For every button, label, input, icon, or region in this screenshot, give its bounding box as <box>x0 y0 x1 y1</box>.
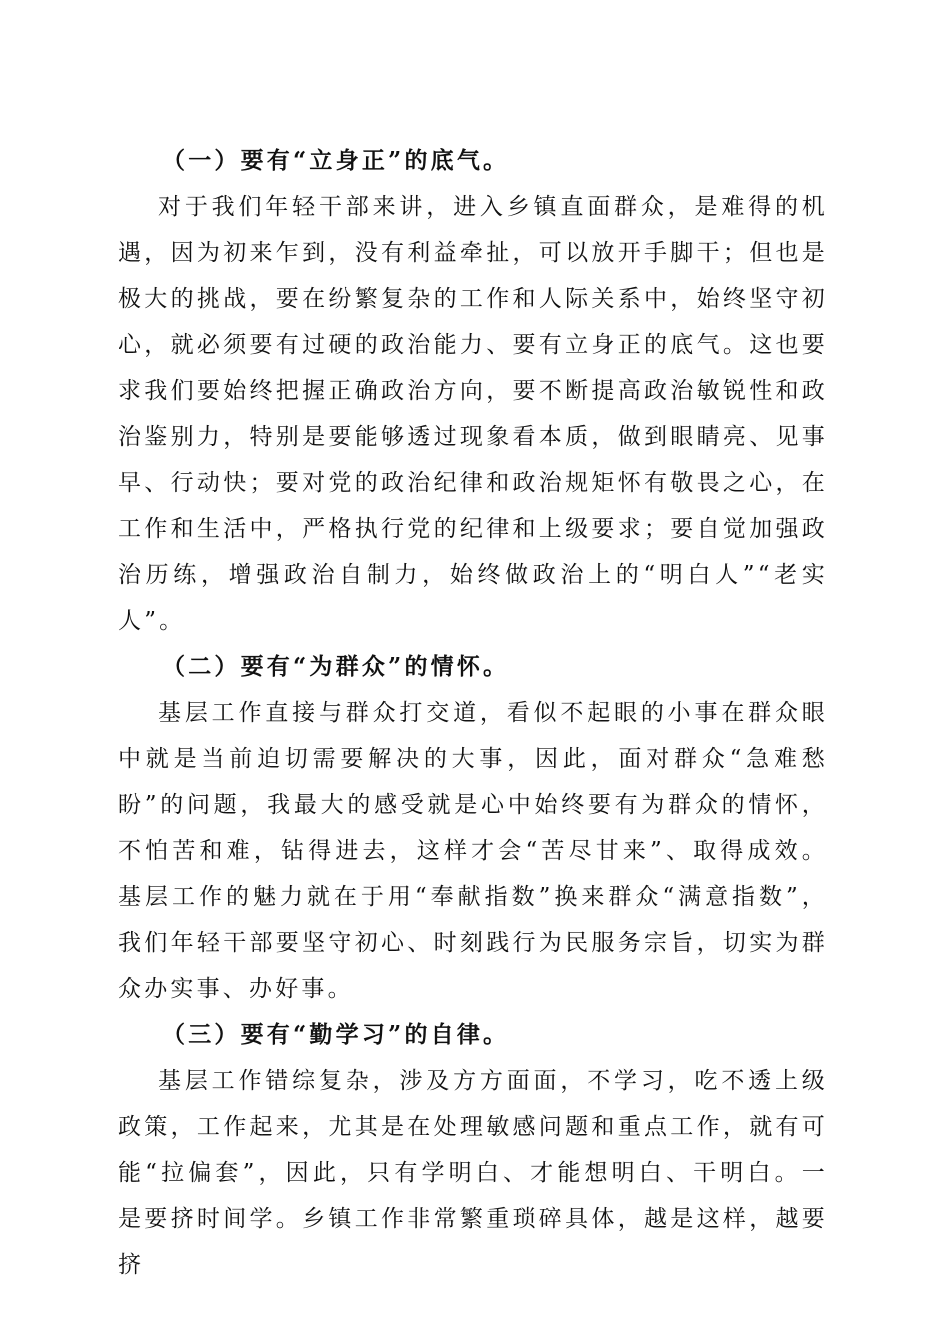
section-heading-3: （三）要有“勤学习”的自律。 <box>162 1021 510 1048</box>
document-body <box>118 138 828 1288</box>
section-paragraph-3: 基层工作错综复杂，涉及方方面面，不学习，吃不透上级政策，工作起来，尤其是在处理敏感问题和重点工作，就有可能“拉偏套”，因此，只有学明白、才能想明白、干明白。一是要挤时间学。乡镇工作非常繁重琐碎具体，越是这样，越要挤 <box>118 1068 828 1278</box>
section-paragraph-2: 基层工作直接与群众打交道，看似不起眼的小事在群众眼中就是当前迫切需要解决的大事，因此，面对群众“急难愁盼”的问题，我最大的感受就是心中始终要有为群众的情怀，不怕苦和难，钻得进去，这样才会“苦尽甘来”、取得成效。基层工作的魅力就在于用“奉献指数”换来群众“满意指数”，我们年轻干部要坚守初心、时刻践行为民服务宗旨，切实为群众办实事、办好事。 <box>118 700 828 1002</box>
section-paragraph-1: 对于我们年轻干部来讲，进入乡镇直面群众，是难得的机遇，因为初来乍到，没有利益牵扯，可以放开手脚干；但也是极大的挑战，要在纷繁复杂的工作和人际关系中，始终坚守初心，就必须要有过硬的政治能力、要有立身正的底气。这也要求我们要始终把握正确政治方向，要不断提高政治敏锐性和政治鉴别力，特别是要能够透过现象看本质，做到眼睛亮、见事早、行动快；要对党的政治纪律和政治规矩怀有敬畏之心，在工作和生活中，严格执行党的纪律和上级要求；要自觉加强政治历练，增强政治自制力，始终做政治上的“明白人”“老实人”。 <box>118 194 828 634</box>
section-heading-2: （二）要有“为群众”的情怀。 <box>162 653 510 680</box>
section-heading-1: （一）要有“立身正”的底气。 <box>162 147 510 174</box>
